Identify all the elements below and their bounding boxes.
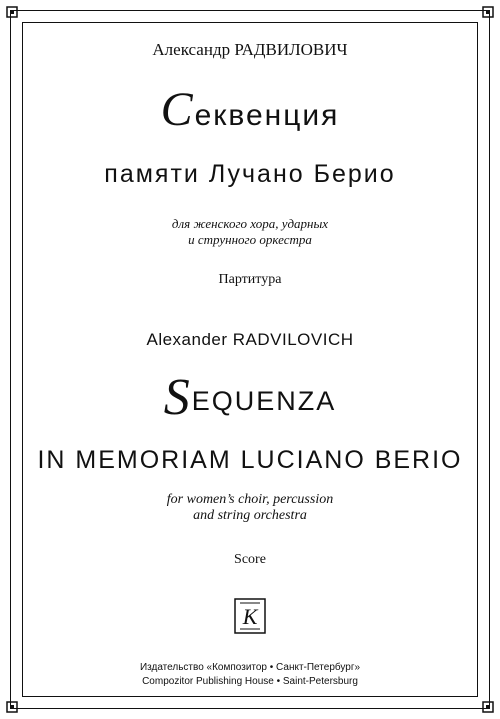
author-name-en: Alexander RADVILOVICH [146, 330, 354, 349]
publisher-name-en: Compozitor Publishing House • Saint-Petersburg [142, 676, 358, 687]
subtitle-en-line2: and string orchestra [193, 508, 307, 523]
subtitle-en-line1: for women’s choir, percussion [166, 492, 334, 507]
subtitle-ru-line1: для женского хора, ударных [171, 216, 329, 231]
author-name-ru: Александр РАДВИЛОВИЧ [152, 40, 348, 59]
title-ru-rest: еквенция [194, 99, 340, 132]
title-en-rest: EQUENZA [191, 386, 337, 416]
title-en-initial: S [163, 369, 192, 426]
title-en-line1 [0, 368, 500, 427]
score-label-en: Score [234, 552, 266, 567]
title-en-line2: IN MEMORIAM LUCIANO BERIO [37, 446, 463, 474]
score-label-ru: Партитура [218, 272, 282, 287]
corner-ornament-icon [472, 691, 494, 713]
publisher-name-ru: Издательство «Композитор • Санкт-Петербург» [139, 662, 361, 673]
subtitle-ru-line2: и струнного оркестра [188, 232, 312, 247]
corner-ornament-icon [6, 6, 28, 28]
title-ru-initial: С [160, 83, 195, 136]
publisher-logo-letter: К [242, 604, 258, 629]
publisher-logo-icon [234, 598, 266, 634]
title-ru-line1 [0, 82, 500, 137]
title-ru-line2: памяти Лучано Берио [104, 160, 396, 188]
corner-ornament-icon [6, 691, 28, 713]
corner-ornament-icon [472, 6, 494, 28]
